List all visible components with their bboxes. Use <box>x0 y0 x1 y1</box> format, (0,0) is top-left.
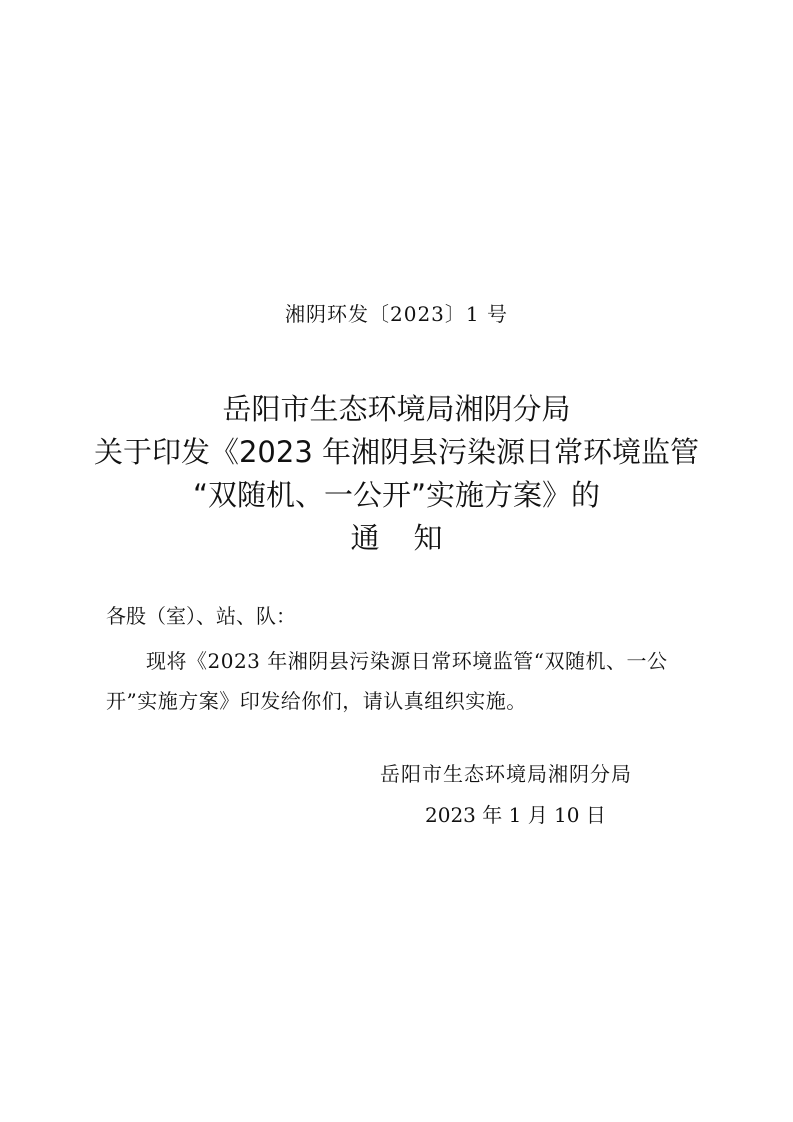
signature-organization: 岳阳市生态环境局湘阴分局 <box>380 762 632 786</box>
title-line-notice: 通知 <box>350 521 477 555</box>
title-line-subject: 关于印发《2023 年湘阴县污染源日常环境监管 <box>93 435 700 469</box>
title-line-subject-cont: “双随机、一公开”实施方案》的 <box>192 478 601 512</box>
signature-date: 2023 年 1 月 10 日 <box>425 803 606 827</box>
title-line-issuer: 岳阳市生态环境局湘阴分局 <box>222 392 571 426</box>
document-title <box>60 388 733 560</box>
document-number: 湘阴环发〔2023〕1 号 <box>285 302 508 326</box>
salutation: 各股（室）、站、队： <box>106 604 296 628</box>
body-paragraph: 现将《2023 年湘阴县污染源日常环境监管“双随机、一公开”实施方案》印发给你们，请认真组织实施。 <box>106 649 668 713</box>
